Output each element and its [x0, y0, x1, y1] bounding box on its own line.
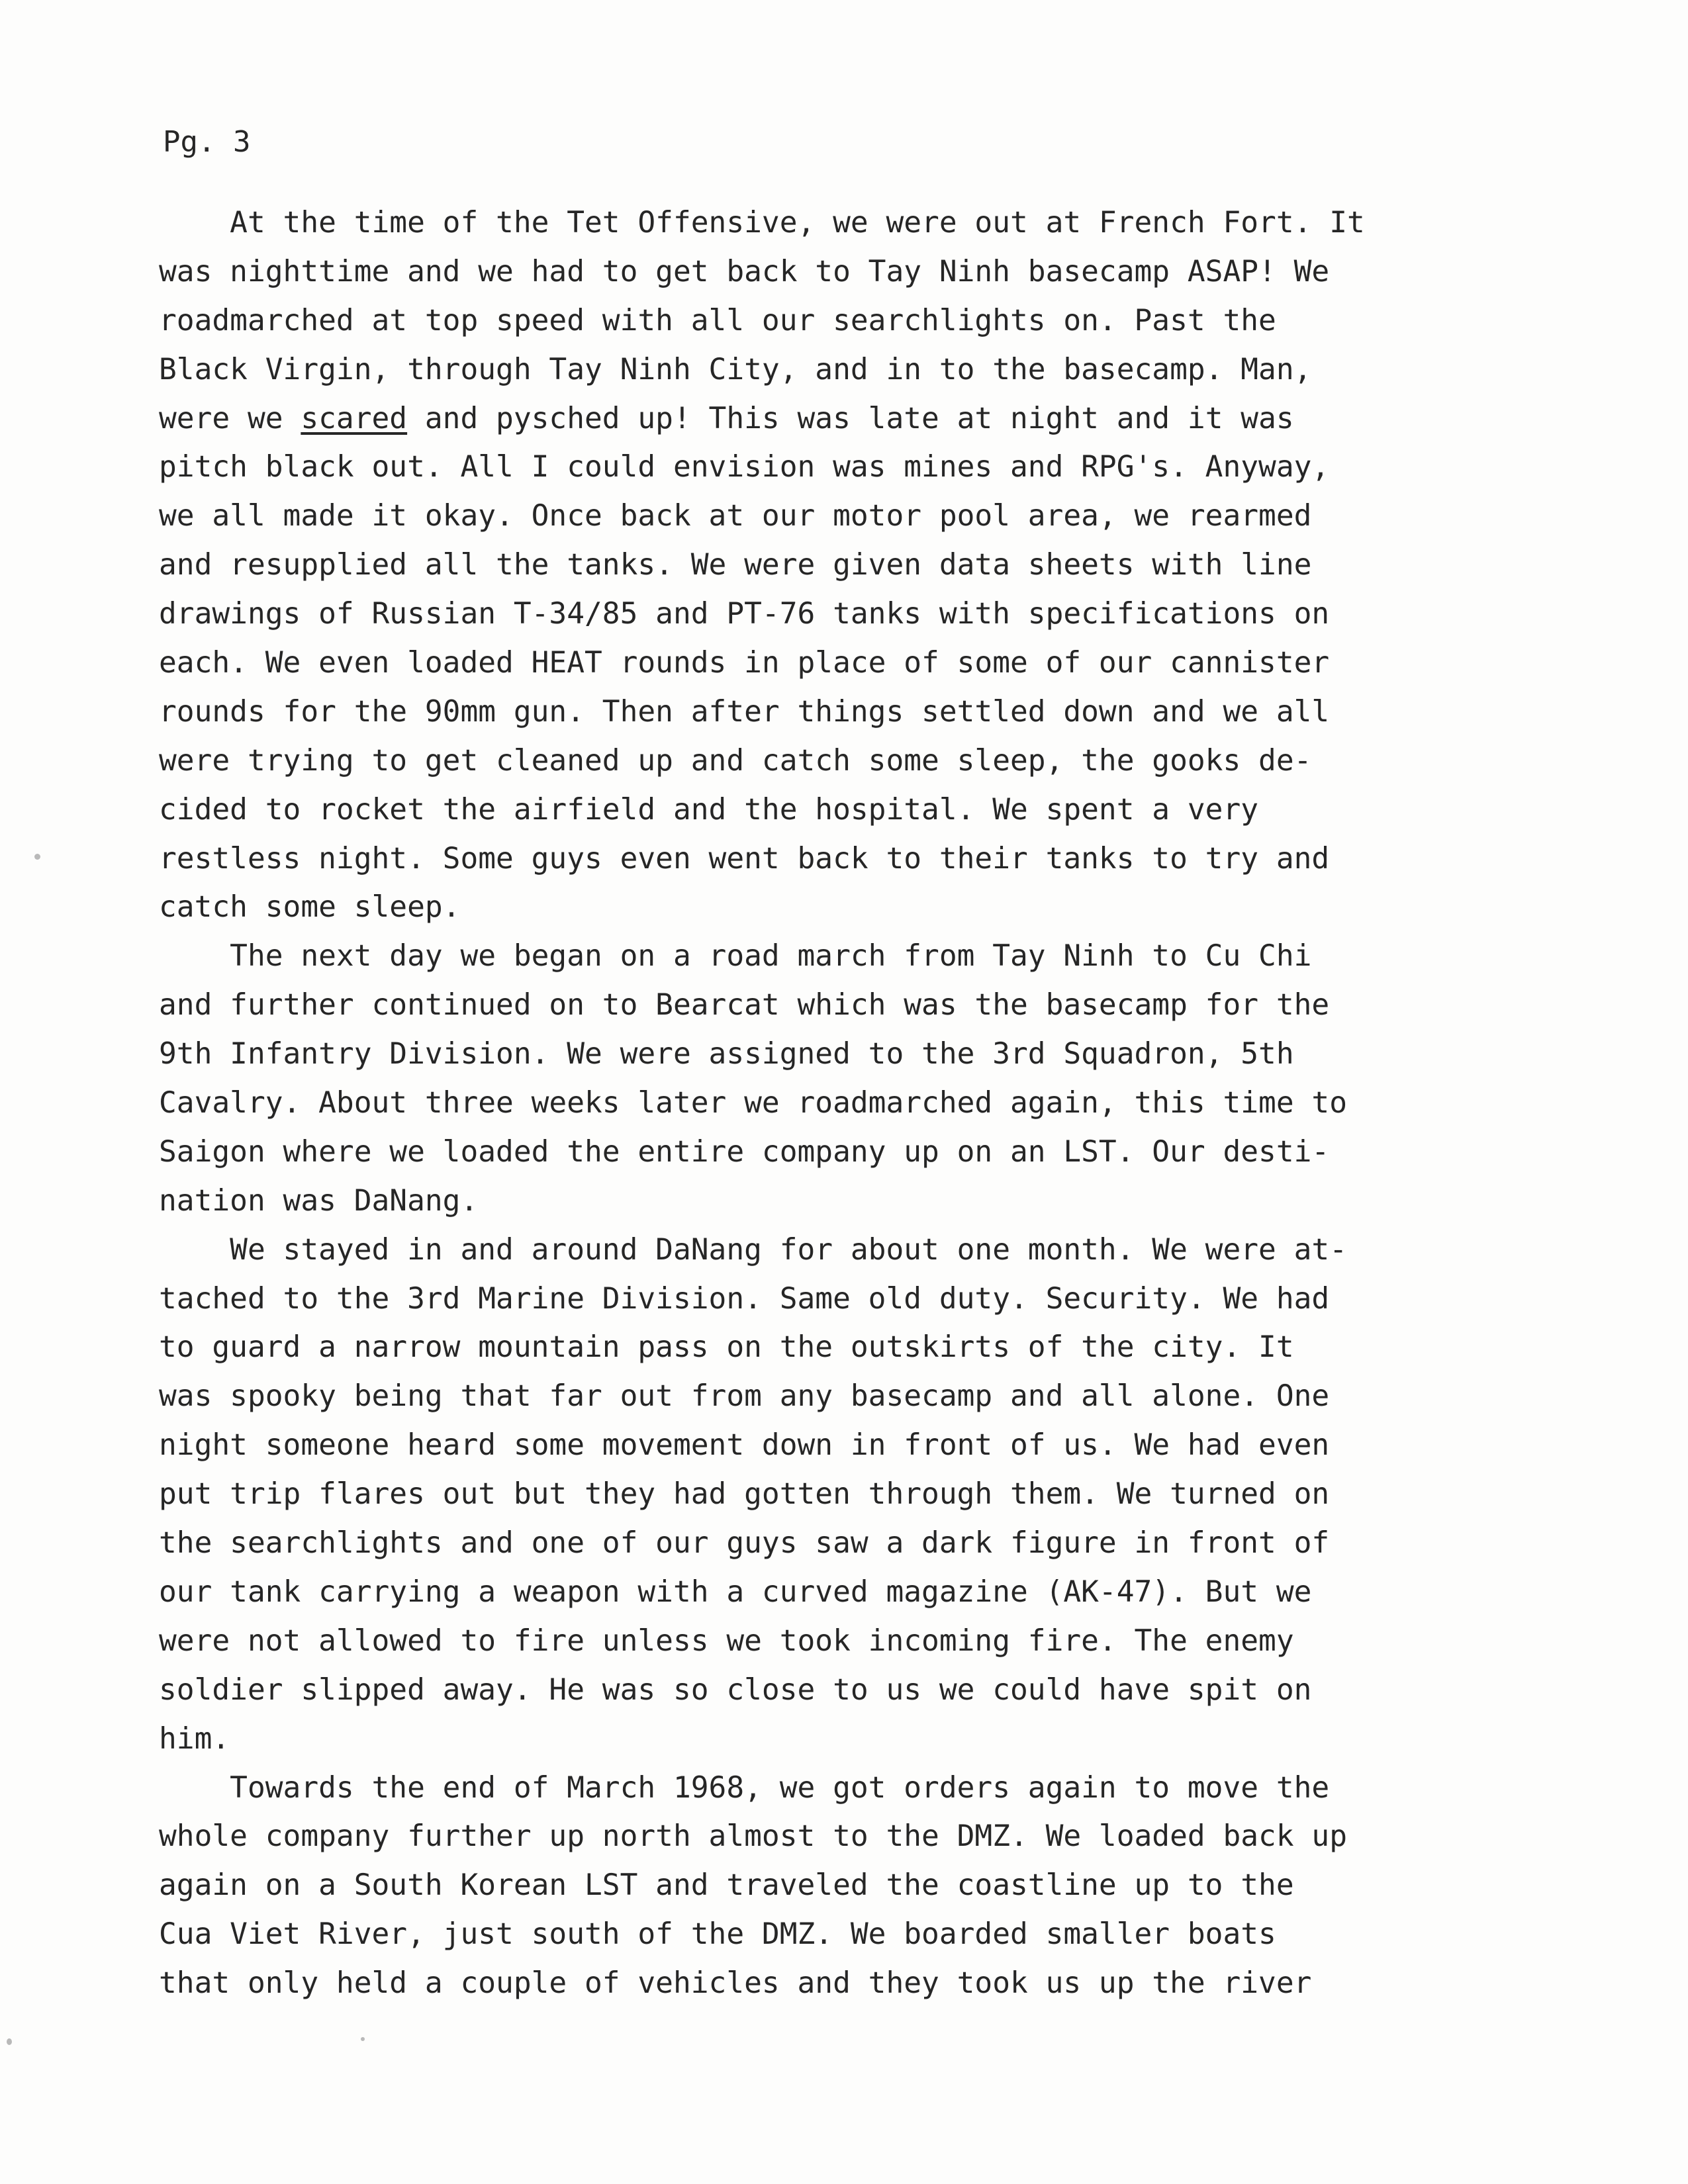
text-line: Cua Viet River, just south of the DMZ. We boarded smaller boats — [159, 1917, 1276, 1952]
text-line: were not allowed to fire unless we took incoming fire. The enemy — [159, 1623, 1294, 1658]
paper-speck — [7, 2038, 12, 2045]
text-line: our tank carrying a weapon with a curved magazine (AK-47). But we — [159, 1574, 1312, 1609]
text-line: was nighttime and we had to get back to Tay Ninh basecamp ASAP! We — [159, 254, 1330, 289]
text-line: and further continued on to Bearcat which was the basecamp for the — [159, 988, 1330, 1023]
text-line: the searchlights and one of our guys saw a dark figure in front of — [159, 1526, 1330, 1561]
text-line: We stayed in and around DaNang for about one month. We were at- — [159, 1232, 1348, 1267]
text-line: whole company further up north almost to the DMZ. We loaded back up — [159, 1819, 1348, 1854]
paper-speck — [34, 854, 40, 860]
text-line: pitch black out. All I could envision was mines and RPG's. Anyway, — [159, 450, 1330, 484]
paper-speck — [361, 2037, 365, 2041]
text-line: him. — [159, 1721, 230, 1756]
body-text — [159, 199, 1523, 2008]
underlined-word: scared — [301, 401, 408, 435]
text-line: At the time of the Tet Offensive, we were out at French Fort. It — [159, 206, 1365, 240]
text-line: we all made it okay. Once back at our motor pool area, we rearmed — [159, 499, 1312, 533]
text-line: The next day we began on a road march from Tay Ninh to Cu Chi — [159, 939, 1312, 974]
text-line: night someone heard some movement down in front of us. We had even — [159, 1428, 1330, 1463]
text-line: put trip flares out but they had gotten through them. We turned on — [159, 1477, 1330, 1512]
text-line: cided to rocket the airfield and the hospital. We spent a very — [159, 792, 1259, 827]
text-line: Saigon where we loaded the entire company up on an LST. Our desti- — [159, 1134, 1330, 1169]
page-number: Pg. 3 — [163, 125, 251, 159]
text-line: and resupplied all the tanks. We were given data sheets with line — [159, 548, 1312, 582]
text-line: were trying to get cleaned up and catch some sleep, the gooks de- — [159, 743, 1312, 778]
text-line: restless night. Some guys even went back to their tanks to try and — [159, 841, 1330, 876]
text-line: each. We even loaded HEAT rounds in place of some of our cannister — [159, 646, 1330, 680]
text-line: tached to the 3rd Marine Division. Same old duty. Security. We had — [159, 1281, 1330, 1316]
text-line: Towards the end of March 1968, we got orders again to move the — [159, 1770, 1330, 1805]
text-fragment: were we — [159, 401, 301, 435]
text-line: that only held a couple of vehicles and they took us up the river — [159, 1966, 1312, 2001]
text-line: soldier slipped away. He was so close to us we could have spit on — [159, 1672, 1312, 1707]
text-line: catch some sleep. — [159, 890, 461, 925]
text-fragment: and pysched up! This was late at night and it was — [407, 401, 1294, 435]
text-line: was spooky being that far out from any basecamp and all alone. One — [159, 1379, 1330, 1414]
text-line: 9th Infantry Division. We were assigned to the 3rd Squadron, 5th — [159, 1037, 1294, 1071]
text-line: Black Virgin, through Tay Ninh City, and in to the basecamp. Man, — [159, 352, 1312, 387]
text-line: drawings of Russian T-34/85 and PT-76 tanks with specifications on — [159, 597, 1330, 631]
text-line: roadmarched at top speed with all our searchlights on. Past the — [159, 303, 1276, 338]
text-line: Cavalry. About three weeks later we roadmarched again, this time to — [159, 1086, 1348, 1120]
text-line: nation was DaNang. — [159, 1183, 479, 1218]
text-line: again on a South Korean LST and traveled the coastline up to the — [159, 1868, 1294, 1903]
text-line: rounds for the 90mm gun. Then after things settled down and we all — [159, 694, 1330, 729]
text-line: to guard a narrow mountain pass on the outskirts of the city. It — [159, 1330, 1294, 1365]
text-line — [159, 394, 1523, 443]
